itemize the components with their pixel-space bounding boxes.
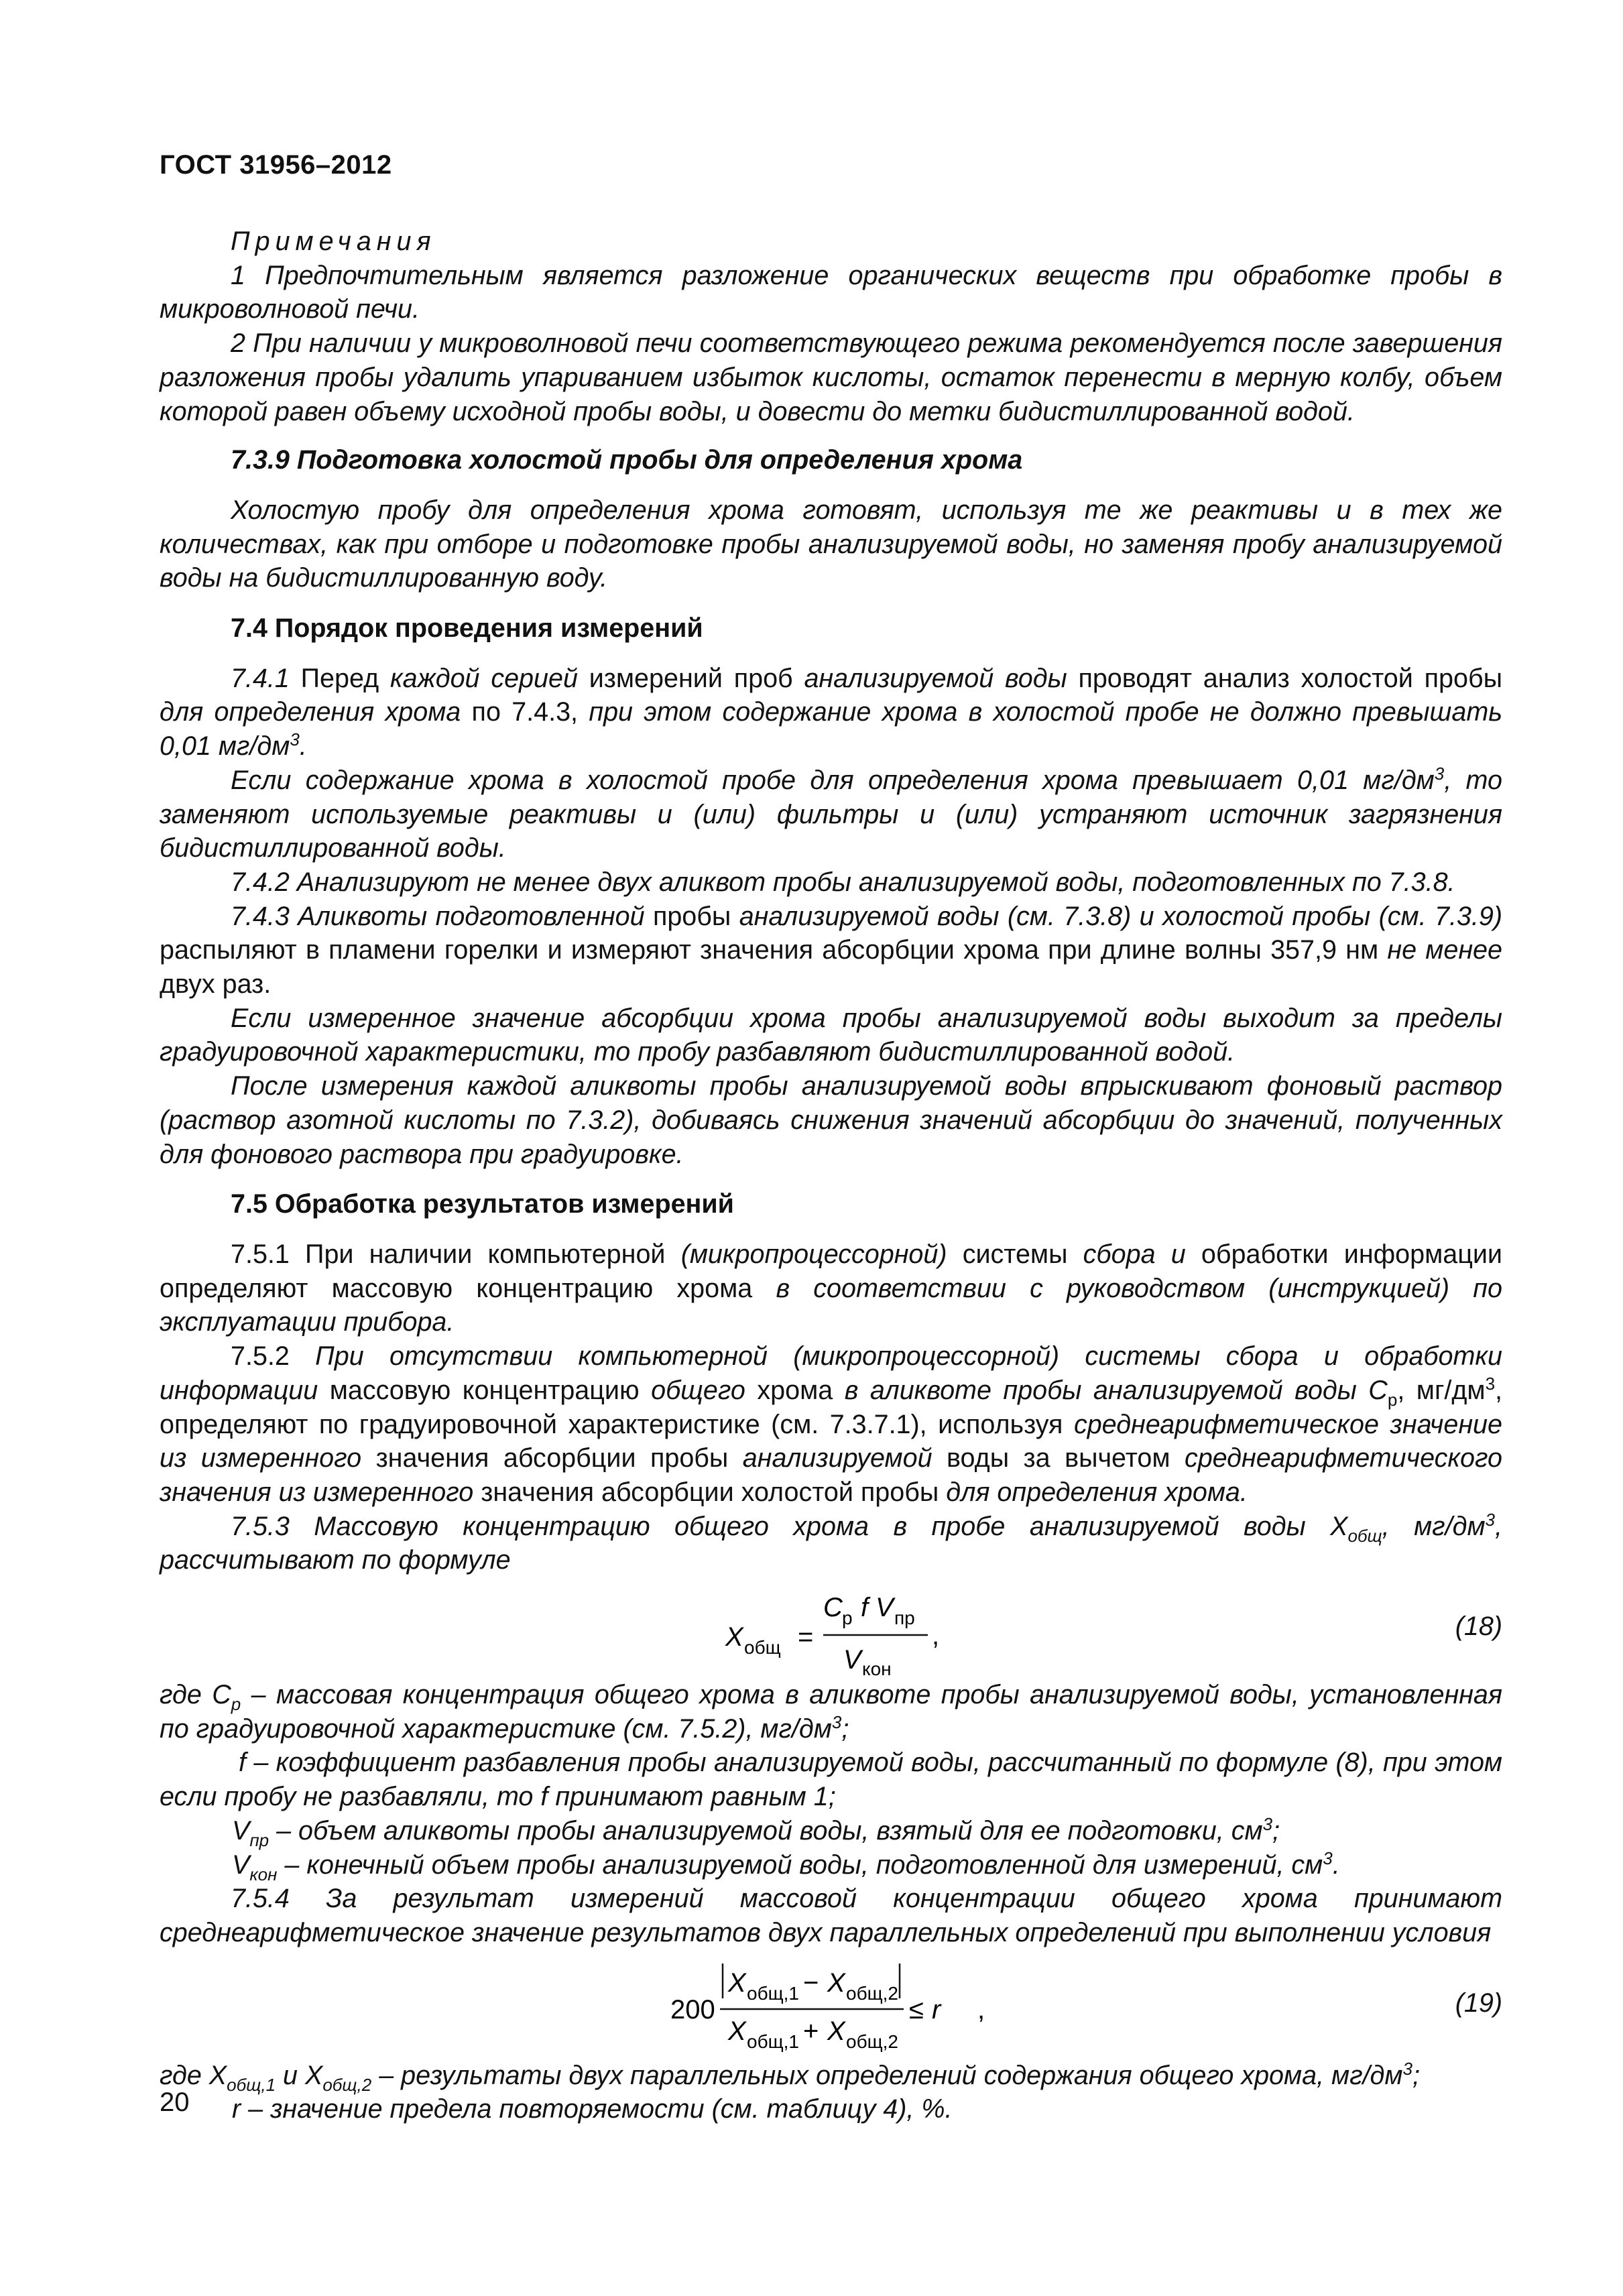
document-body — [160, 225, 1502, 2126]
formula-19-num-x1: X — [728, 1968, 746, 1998]
formula-18-eq: = — [798, 1622, 814, 1652]
formula-19-coef: 200 — [670, 1994, 715, 2025]
note-1: 1 Предпочтительным является разложение органических веществ при обработке пробы в микроволновой печи. — [160, 260, 1502, 324]
section-7-3-9-text: Холостую пробу для определения хрома готовят, используя те же реактивы и в тех же количествах, как при отборе и подготовке пробы анализируемой воды, но заменяя пробу анализируемой воды на бидистиллированную воду. — [160, 495, 1502, 593]
formula-19-den-x2: X — [827, 2016, 845, 2046]
formula-18-num-v-sub: пр — [894, 1608, 915, 1629]
definition-vpr: $V_{пр}$ – объем аликвоты пробы анализируемой воды, взятый для ее подготовки, $см^3$; — [232, 1813, 1280, 1850]
page-number: 20 — [160, 2088, 190, 2117]
formula-19-num-x1-sub: общ,1 — [747, 1982, 799, 2004]
definition-r: r – значение предела повторяемости (см. таблицу 4), %. — [232, 2094, 953, 2124]
formula-19-num-x2: X — [827, 1968, 845, 1998]
definition-cp: где $C_р$ – массовая концентрация общего хрома в аликвоте пробы анализируемой воды, установленная по градуировочной характеристике (см. 7.5.2), $мг/дм^3$; — [160, 1680, 1502, 1744]
definition-vkon: $V_{кон}$ – конечный объем пробы анализируемой воды, подготовленной для измерений, $см^3$. — [232, 1848, 1340, 1884]
formula-19-expression — [160, 1954, 1502, 2059]
formula-18-num-c-sub: р — [842, 1608, 853, 1629]
formula-19-definitions — [160, 2059, 1502, 2126]
formula-18-definitions — [160, 1678, 1502, 1882]
formula-18-den-v: V — [843, 1645, 861, 1675]
paragraph-7-4-2: 7.4.2 Анализируют не менее двух аликвот пробы анализируемой воды, подготовленных по 7.3.8. — [231, 867, 1455, 897]
formula-18-num-v: V — [876, 1593, 894, 1623]
formula-18 — [160, 1577, 1502, 1678]
formula-19 — [160, 1954, 1502, 2059]
formula-19-number: (19) — [1455, 1988, 1502, 2018]
formula-19-minus: − — [803, 1968, 819, 1998]
formula-18-den-v-sub: кон — [862, 1658, 892, 1679]
paragraph-7-5-4: 7.5.4 За результат измерений массовой концентрации общего хрома принимают среднеарифметическое значение результатов двух параллельных определений при выполнении условия — [160, 1884, 1502, 1947]
definition-f: f – коэффициент разбавления пробы анализируемой воды, рассчитанный по формуле (8), при этом если пробу не разбавляли, то f принимают равным 1; — [160, 1748, 1502, 1812]
paragraph-7-4-3-dilution: Если измеренное значение абсорбции хрома пробы анализируемой воды выходит за пределы градуировочной характеристики, то пробу разбавляют бидистиллированной водой. — [160, 1003, 1502, 1067]
formula-18-num-f: f — [861, 1593, 869, 1623]
paragraph-7-5-3: 7.5.3 Массовую концентрацию общего хрома в пробе анализируемой воды $X_{общ}$, $мг/дм^3$, рассчитывают по формуле — [160, 1509, 1502, 1575]
formula-19-den-x1: X — [728, 2016, 746, 2046]
note-2: 2 При наличии у микроволновой печи соответствующего режима рекомендуется после завершения разложения пробы удалить упариванием избыток кислоты, остаток перенести в мерную колбу, объем которой равен объему исходной пробы воды, и довести до метки бидистиллированной водой. — [160, 328, 1502, 426]
formula-19-den-x1-sub: общ,1 — [747, 2031, 799, 2052]
standard-header: ГОСТ 31956–2012 — [160, 150, 392, 180]
section-7-4-heading: 7.4 Порядок проведения измерений — [231, 613, 703, 644]
paragraph-7-5-2: 7.5.2 При отсутствии компьютерной (микропроцессорной) системы сбора и обработки информации массовую концентрацию общего хрома в аликвоте пробы анализируемой воды $C_р$, $мг/дм^3$, определяют по градуировочной характеристике (см. 7.3.7.1), используя среднеарифметическое значение из измеренного значения абсорбции пробы анализируемой воды за вычетом среднеарифметического значения из измеренного значения абсорбции холостой пробы для определения хрома. — [160, 1341, 1503, 1507]
definition-xobsh: где $X_{общ,1}$ и $X_{общ,2}$ – результаты двух параллельных определений содержания общего хрома, $мг/дм^3$; — [160, 2058, 1420, 2095]
paragraph-7-4-3: 7.4.3 Аликвоты подготовленной пробы анализируемой воды (см. 7.3.8) и холостой пробы (см. 7.3.9) распыляют в пламени горелки и измеряют значения абсорбции хрома при длине волны 357,9 нм не менее двух раз. — [160, 901, 1502, 1000]
formula-19-comma: , — [977, 1994, 985, 2025]
formula-18-comma: , — [932, 1621, 940, 1651]
paragraph-7-4-1-cont: Если содержание хрома в холостой пробе для определения хрома превышает 0,01 $мг/дм^3$, то заменяют используемые реактивы и (или) фильтры и (или) устраняют источник загрязнения бидистиллированной воды. — [160, 763, 1502, 863]
paragraph-7-4-3-background: После измерения каждой аликвоты пробы анализируемой воды впрыскивают фоновый раствор (раствор азотной кислоты по 7.3.2), добиваясь снижения значений абсорбции до значений, полученных для фонового раствора при градуировке. — [160, 1071, 1502, 1169]
formula-18-lhs: X — [725, 1622, 743, 1652]
paragraph-7-4-1: 7.4.1 Перед каждой серией измерений проб анализируемой воды проводят анализ холостой пробы для определения хрома по 7.4.3, при этом содержание хрома в холостой пробе не должно превышать 0,01 $мг/дм^3$. — [160, 663, 1502, 762]
notes-heading: Примечания — [231, 227, 436, 256]
formula-18-num-c: C — [823, 1593, 843, 1623]
section-7-3-9-heading: 7.3.9 Подготовка холостой пробы для определения хрома — [231, 445, 1023, 475]
formula-19-r: r — [932, 1994, 941, 2025]
formula-18-expression — [160, 1577, 1502, 1678]
formula-19-le: ≤ — [909, 1994, 924, 2025]
formula-19-num-x2-sub: общ,2 — [846, 1982, 898, 2004]
section-7-5-heading: 7.5 Обработка результатов измерений — [231, 1189, 734, 1219]
formula-19-plus: + — [803, 2016, 819, 2046]
formula-18-lhs-sub: общ — [744, 1637, 781, 1658]
formula-18-number: (18) — [1455, 1612, 1502, 1642]
paragraph-7-5-1: 7.5.1 При наличии компьютерной (микропроцессорной) системы сбора и обработки информации определяют массовую концентрацию хрома в соответствии с руководством (инструкцией) по эксплуатации прибора. — [160, 1239, 1502, 1337]
formula-19-den-x2-sub: общ,2 — [846, 2031, 898, 2052]
